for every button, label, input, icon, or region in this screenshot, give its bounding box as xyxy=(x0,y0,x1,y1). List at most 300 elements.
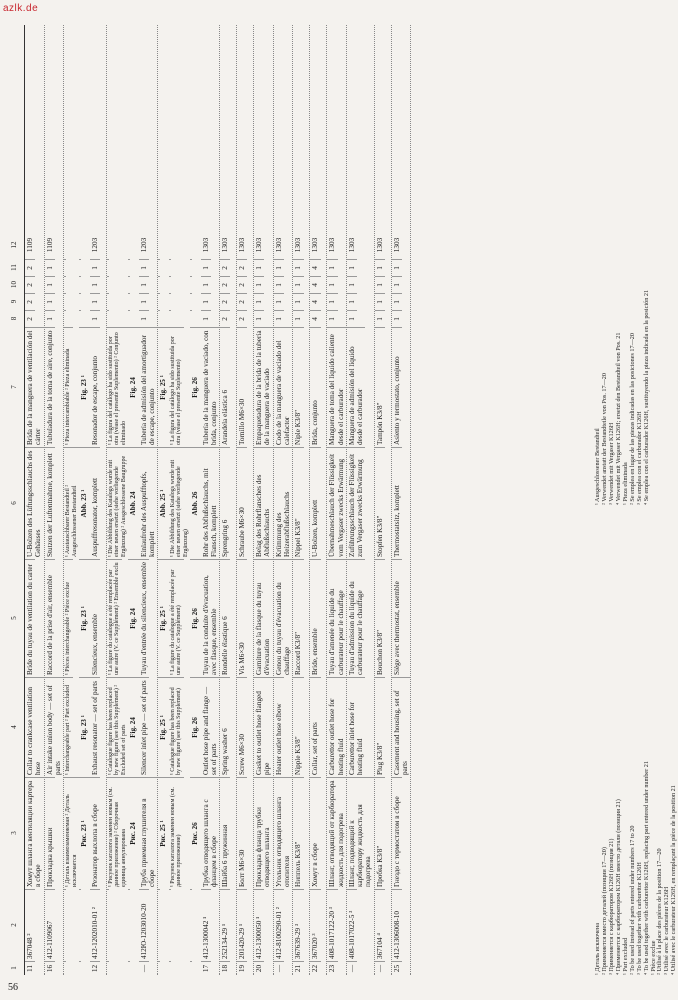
cell-part xyxy=(158,889,160,961)
cell-q10: 1 xyxy=(327,276,337,293)
cell-es: Fig. 24 xyxy=(128,327,138,447)
cell-en: ¹ Catalogue figure has been replaced by new figure (see this Supplement) ² Excluded set of parts xyxy=(107,677,129,777)
cell-es: Manguera de toma del líquido caliente desde el carburador xyxy=(327,327,346,447)
cell-fr: ¹ La figure du catalogue a été remplacée par une autre (V. ce Supplément) ² Ensemble exclu xyxy=(107,559,122,677)
cell-q9: 1 xyxy=(347,293,357,310)
cell-fr: Tuyau d'admission du liquide du carburateur pour le chauffage xyxy=(347,559,366,677)
table-row xyxy=(327,25,347,975)
cell-de: Abb. 24 xyxy=(128,447,138,559)
footnotes xyxy=(595,25,678,975)
cell-n: 20 xyxy=(254,961,264,975)
footnotes-left-column xyxy=(595,505,678,975)
cell-part: 412Ю-1203010-20 xyxy=(139,889,149,961)
cell-fr: Fig. 23 ¹ xyxy=(79,559,89,677)
footnote-line: ² Se emplea en lugar de las piezas indicadas en las posiciones 17—20 xyxy=(628,333,636,505)
table-row xyxy=(139,25,159,975)
cell-app: 1109 xyxy=(45,237,54,253)
cell-part xyxy=(79,889,81,961)
cell-q8: 2 xyxy=(25,310,35,327)
footnote-line: ⁴ Verwendet mit Vergaser K126H; ersetzt den Bestandteil von Pos. 21 xyxy=(614,332,622,505)
footnote-line: ⁴ Se emplea con el carburador K126H, sustituyendo la pieza indicada en la posición 21 xyxy=(642,289,650,505)
rotated-parts-table xyxy=(10,25,678,975)
column-header-row xyxy=(10,25,25,975)
cell-q8: 1 xyxy=(90,310,100,327)
cell-fr: Silencieux, ensemble xyxy=(90,559,100,677)
cell-q8: 2 xyxy=(237,310,247,327)
cell-q11: 1 xyxy=(327,259,337,276)
cell-n xyxy=(158,961,160,975)
table-body xyxy=(25,25,411,975)
cell-q10: 1 xyxy=(392,276,402,293)
cell-q11: 4 xyxy=(310,259,320,276)
table-row xyxy=(375,25,392,975)
cell-part: 412-1300050 ¹ xyxy=(254,889,264,961)
cell-q9 xyxy=(128,293,130,310)
cell-fr: Bride du tuyau de ventilation du carter xyxy=(25,559,35,677)
cell-n: — xyxy=(347,961,357,975)
cell-n xyxy=(79,961,81,975)
cell-es: Brida de la manguera de ventilación del cárter xyxy=(25,327,44,447)
cell-q9: 1 xyxy=(375,293,385,310)
cell-de: Abb. 25 ¹ xyxy=(158,447,168,559)
cell-q10 xyxy=(128,276,130,293)
col-header-1: 1 xyxy=(10,966,18,970)
cell-app xyxy=(107,231,109,259)
cell-app: 1303 xyxy=(201,237,210,253)
cell-q11: 1 xyxy=(201,259,211,276)
footnote-line: ⁴ Применяется с карбюратором К126Н вместо детали (позиция 21) xyxy=(614,799,622,975)
cell-en: Spring washer 6 xyxy=(220,677,230,777)
cell-q11 xyxy=(190,259,192,276)
col-header-12: 12 xyxy=(10,241,18,249)
cell-de: Belag des Rohrflansches des Abflußschlauchs xyxy=(254,447,273,559)
cell-en: Fig. 26 xyxy=(190,677,200,777)
cell-de: Zuführungsschlauch der Flüssigkeit zum Vergaser zwecks Erwärmung xyxy=(347,447,366,559)
cell-fr: Tuyau d'amenée du liquide du carburateur pour le chauffage xyxy=(327,559,346,677)
cell-de: U-Bolzen des Lüftungsschlauchs des Gehäuses xyxy=(25,447,44,559)
cell-n: — xyxy=(274,961,284,975)
cell-ru: ¹ Деталь взаимозаменяемая ² Деталь исключается xyxy=(64,777,79,889)
cell-es: ¹ Pieza intercambiable ² Pieza eliminada xyxy=(64,327,73,447)
cell-q11 xyxy=(107,259,109,276)
cell-ru: Болт М6×30 xyxy=(237,777,247,889)
cell-q9: 2 xyxy=(220,293,230,310)
cell-en: Silencer inlet pipe — set of parts xyxy=(139,677,149,777)
cell-q8: 1 xyxy=(45,310,55,327)
footnote-line: ³ Применяется с карбюратором К126Н (позиция 21) xyxy=(607,838,615,975)
cell-es: Arandela elástica 6 xyxy=(220,327,230,447)
figure-heading-row xyxy=(79,25,89,975)
cell-n: 16 xyxy=(45,961,55,975)
cell-de: ¹ Austauschbarer Bestandteil ² Ausgeschlossener Bestandteil xyxy=(64,447,79,559)
cell-app xyxy=(79,231,81,259)
cell-q8: 4 xyxy=(310,310,320,327)
table-row xyxy=(392,25,412,975)
col-header-7: 7 xyxy=(10,385,18,389)
cell-q11 xyxy=(169,259,171,276)
cell-q9: 1 xyxy=(139,293,149,310)
cell-app: 1203 xyxy=(90,237,99,253)
cell-ru: Резонатор выхлопа в сборе xyxy=(90,777,100,889)
figure-heading-row xyxy=(158,25,168,975)
cell-fr: Tuyau de la conduite d'évacuation, avec flasque, ensemble xyxy=(201,559,220,677)
cell-de: Nippel K3/8" xyxy=(293,447,303,559)
cell-n: — xyxy=(139,961,149,975)
cell-de: U-Bolzen, komplett xyxy=(310,447,320,559)
cell-q10 xyxy=(64,276,66,293)
cell-part: 201420-29 ¹ xyxy=(237,889,247,961)
cell-n xyxy=(190,961,192,975)
cell-q8 xyxy=(107,310,109,327)
cell-fr: Vis M6×30 xyxy=(237,559,247,677)
cell-q11 xyxy=(158,259,160,276)
cell-es: Tampón K3/8" xyxy=(375,327,385,447)
footnote-line: ¹ Part excluded xyxy=(621,937,629,975)
cell-q10: 2 xyxy=(220,276,230,293)
cell-fr: Raccord K3/8" xyxy=(293,559,303,677)
table-row xyxy=(201,25,221,975)
cell-q8: 1 xyxy=(254,310,264,327)
cell-q8: 1 xyxy=(392,310,402,327)
cell-q10: 2 xyxy=(237,276,247,293)
cell-app: 1303 xyxy=(274,237,283,253)
cell-part xyxy=(169,889,171,961)
cell-es: Tornillo M6×30 xyxy=(237,327,247,447)
cell-en: Outlet hose pipe and flange — set of parts xyxy=(201,677,220,777)
cell-es: Codo de la manguera de vaciado del calefactor xyxy=(274,327,293,447)
cell-part: 367639-29 ³ xyxy=(293,889,303,961)
cell-app: 1303 xyxy=(392,237,401,253)
cell-q8: 1 xyxy=(327,310,337,327)
cell-q11: 1 xyxy=(139,259,149,276)
cell-q8 xyxy=(79,310,81,327)
cell-q9: 1 xyxy=(293,293,303,310)
col-header-4: 4 xyxy=(10,725,18,729)
cell-ru: Рис. 23 ¹ xyxy=(79,777,89,889)
cell-q11 xyxy=(128,259,130,276)
cell-de: Abb. 23 ¹ xyxy=(79,447,89,559)
cell-q10: 1 xyxy=(274,276,284,293)
cell-q9: 1 xyxy=(201,293,211,310)
cell-fr: Tuyau d'entrée du silencieux, ensemble xyxy=(139,559,149,677)
cell-q9 xyxy=(107,293,109,310)
cell-q10: 1 xyxy=(347,276,357,293)
cell-app: 1303 xyxy=(255,237,264,253)
cell-part xyxy=(128,889,130,961)
cell-es: Tubuladura de la toma de aire, conjunto xyxy=(45,327,55,447)
cell-ru: Шайба 6 пружинная xyxy=(220,777,230,889)
cell-de: Thermostatsitz, komplett xyxy=(392,447,402,559)
cell-app xyxy=(158,231,160,259)
cell-app: 1303 xyxy=(221,237,230,253)
cell-app xyxy=(190,231,192,259)
col-header-5: 5 xyxy=(10,616,18,620)
cell-q11: 1 xyxy=(254,259,264,276)
footnote-line: ² Применяется вместо деталей (позиции 17—20) xyxy=(600,847,608,975)
cell-n xyxy=(107,961,109,975)
cell-q8 xyxy=(64,310,66,327)
cell-de: Stutzen der Luftentnahme, komplett xyxy=(45,447,55,559)
cell-q11: 2 xyxy=(237,259,247,276)
cell-fr: Fig. 24 xyxy=(128,559,138,677)
cell-es: Niple K3/8" xyxy=(293,327,303,447)
cell-de: Sprengring 6 xyxy=(220,447,230,559)
cell-en: Exhaust resonator — set of parts xyxy=(90,677,100,777)
cell-ru: Хомут в сборе xyxy=(310,777,320,889)
cell-de: Einlaufrohr des Auspufftopfs, komplett xyxy=(139,447,158,559)
cell-q11: 1 xyxy=(293,259,303,276)
footnote-line: ³ Verwendet mit Vergaser K126H xyxy=(607,422,615,505)
cell-q10: 1 xyxy=(254,276,264,293)
cell-fr: Genou du tuyau d'évacuation du chauffage xyxy=(274,559,293,677)
cell-ru: Шланг, подводящий к карбюратору жидкость для подогрева xyxy=(347,777,374,889)
cell-q9 xyxy=(169,293,171,310)
cell-q11: 1 xyxy=(347,259,357,276)
watermark-text: azlk.de xyxy=(3,3,39,14)
cell-q10 xyxy=(190,276,192,293)
cell-q9 xyxy=(64,293,66,310)
cell-q9: 1 xyxy=(327,293,337,310)
cell-n xyxy=(128,961,130,975)
cell-app: 1303 xyxy=(347,237,356,253)
cell-q11 xyxy=(79,259,81,276)
footnote-line: ³ Utilisé avec le carburateur K126H xyxy=(663,886,671,975)
cell-q8 xyxy=(128,310,130,327)
cell-es: Brida, conjunto xyxy=(310,327,320,447)
cell-q9: 4 xyxy=(310,293,320,310)
cell-fr: Fig. 25 ¹ xyxy=(158,559,168,677)
cell-n xyxy=(169,961,171,975)
cell-q8: 1 xyxy=(139,310,149,327)
cell-de: ¹ Die Abbildung des Katalogs wurde mit einer neuen ersetzt (siehe vorliegende Ergänzung) xyxy=(169,447,191,559)
cell-fr: Rondelle élastique 6 xyxy=(220,559,230,677)
cell-ru: Шланг, отводящий от карбюратора жидкость для подогрева xyxy=(327,777,346,889)
cell-q8 xyxy=(190,310,192,327)
cell-part: 412-1306008-10 xyxy=(392,889,402,961)
cell-app xyxy=(169,231,171,259)
cell-es: ¹ La figura del catálogo ha sido sustituida por otra (véase el presente Suplemento) xyxy=(169,327,184,447)
table-row xyxy=(274,25,294,975)
cell-de: Stopfen K3/8" xyxy=(375,447,385,559)
cell-es: Empaquetadura de la brida de la tubería de la manguera de vaciado xyxy=(254,327,273,447)
cell-ru: Рис. 24 xyxy=(128,777,138,889)
cell-de: ¹ Die Abbildung des Katalogs wurde mit einer neuen ersetzt (siehe vorliegende Ergänzung) ² Ausgeschlossene Baugruppe xyxy=(107,447,129,559)
cell-part: 367020 ³ xyxy=(310,889,320,961)
cell-part: 412-1300042 ¹ xyxy=(201,889,211,961)
cell-n: 11 xyxy=(25,961,35,975)
cell-de: Auspuffresonator, komplett xyxy=(90,447,100,559)
cell-fr: ¹ Pièces interchangeable ² Pièce exclue xyxy=(64,559,73,677)
cell-ru: Прокладка крышки xyxy=(45,777,55,889)
cell-n xyxy=(64,961,66,975)
cell-n: 18 xyxy=(220,961,230,975)
cell-n: 12 xyxy=(90,961,100,975)
cell-en: Gasket to outlet hose flanged pipe xyxy=(254,677,273,777)
cell-part: 408-1017122-20 ³ xyxy=(327,889,337,961)
cell-q9: 2 xyxy=(237,293,247,310)
table-row xyxy=(90,25,107,975)
col-header-2: 2 xyxy=(10,923,18,927)
cell-ru: ¹ Рисунок каталога заменен новым (см. данное приложение) xyxy=(169,777,184,889)
cell-part xyxy=(64,889,66,961)
cell-q10: 2 xyxy=(25,276,35,293)
footnotes-right-column xyxy=(595,35,678,505)
cell-q8: 1 xyxy=(375,310,385,327)
cell-app: 1303 xyxy=(311,237,320,253)
table-row xyxy=(254,25,274,975)
col-header-11: 11 xyxy=(10,264,18,271)
cell-ru: ¹ Рисунок каталога заменен новым (см. данное приложение) ² Сборочная единица аннулирована xyxy=(107,777,129,889)
cell-app xyxy=(64,231,66,259)
cell-ru: Трубка отводящего шланга с фланцем в сборе xyxy=(201,777,220,889)
table-row xyxy=(25,25,45,975)
table-row xyxy=(293,25,310,975)
footnote-line: ¹ Деталь исключена xyxy=(594,923,601,975)
cell-app: 1303 xyxy=(238,237,247,253)
cell-app xyxy=(128,231,130,259)
cell-ru: Угольник отводящего шланга отопителя xyxy=(274,777,293,889)
col-header-10: 10 xyxy=(10,281,18,288)
cell-ru: Рис. 26 xyxy=(190,777,200,889)
cell-app: 1303 xyxy=(375,237,384,253)
cell-es: Fig. 26 xyxy=(190,327,200,447)
cell-q11: 1 xyxy=(392,259,402,276)
cell-es: Tubería de la manguera de vaciado, con brida, conjunto xyxy=(201,327,220,447)
cell-de: Abb. 26 xyxy=(190,447,200,559)
cell-app: 1303 xyxy=(328,237,337,253)
cell-en: Plug K3/8" xyxy=(375,677,385,777)
cell-ru: Хомут шланга вентиляции картера в сборе xyxy=(25,777,44,889)
cell-n: 25 xyxy=(392,961,402,975)
cell-part: 367048 ² xyxy=(25,889,35,961)
cell-q11: 2 xyxy=(25,259,35,276)
cell-en: Screw M6×30 xyxy=(237,677,247,777)
cell-de: Übernahmeschlauch der Flüssigkeit vom Vergaser zwecks Erwärmung xyxy=(327,447,346,559)
cell-q9 xyxy=(79,293,81,310)
cell-q11: 1 xyxy=(90,259,100,276)
cell-de: Krümmung des Heizerabflußschlauchs xyxy=(274,447,293,559)
cell-part: 412-1109067 xyxy=(45,889,55,961)
table-row xyxy=(237,25,254,975)
cell-q9: 1 xyxy=(90,293,100,310)
cell-q11: 1 xyxy=(274,259,284,276)
table-row xyxy=(347,25,375,975)
cell-q9: 2 xyxy=(25,293,35,310)
cell-n: 23 xyxy=(327,961,337,975)
cell-q9: 1 xyxy=(254,293,264,310)
cell-es: Asiento y termostato, conjunto xyxy=(392,327,402,447)
cell-ru: Ниппель К3/8" xyxy=(293,777,303,889)
page-number: 56 xyxy=(8,982,18,993)
cell-q8 xyxy=(169,310,171,327)
footnote-line: ¹ Pièce exclue xyxy=(649,940,657,975)
cell-n: — xyxy=(375,961,385,975)
cell-q10 xyxy=(79,276,81,293)
cell-q8: 2 xyxy=(220,310,230,327)
cell-n: 21 xyxy=(293,961,303,975)
cell-q10: 1 xyxy=(139,276,149,293)
cell-q10: 1 xyxy=(375,276,385,293)
cell-app: 1203 xyxy=(139,237,148,253)
cell-q9: 1 xyxy=(45,293,55,310)
footnote-line: ² Utilisé à la place des pièces de la position 17—20 xyxy=(656,848,664,975)
footnote-line: ¹ Pieza eliminada xyxy=(621,462,629,505)
cell-q8: 1 xyxy=(293,310,303,327)
cell-fr: ¹ La figure du catalogue a été remplacée par une autre (V. ce Supplément) xyxy=(169,559,184,677)
cell-en: Fig. 25 ¹ xyxy=(158,677,168,777)
cell-es: Fig. 25 ¹ xyxy=(158,327,168,447)
col-header-3: 3 xyxy=(10,831,18,835)
cell-q9: 1 xyxy=(274,293,284,310)
cell-q9 xyxy=(190,293,192,310)
cell-es: Resonador de escape, conjunto xyxy=(90,327,100,447)
cell-n: 19 xyxy=(237,961,247,975)
cell-de: Schraube M6×30 xyxy=(237,447,247,559)
cell-en: Casement and housing, set of parts xyxy=(392,677,411,777)
cell-n: 22 xyxy=(310,961,320,975)
cell-en: ¹ Interchangeable part ² Part excluded xyxy=(64,677,73,777)
cell-es: Manguera de admisión del líquido desde el carburador xyxy=(347,327,366,447)
cell-de: Rohr des Abflußschlauchs, mit Flansch, komplett xyxy=(201,447,220,559)
table-row xyxy=(45,25,65,975)
note-row xyxy=(169,25,191,975)
footnote-line: ⁴ Utilisé avec le carburateur K126H, en remplaçant la pièce de la position 21 xyxy=(670,785,678,975)
cell-part: 252134-29 ¹ xyxy=(220,889,230,961)
cell-q11: 1 xyxy=(375,259,385,276)
footnote-line: ² To be used instead of parts entered under numbers 17 to 20 xyxy=(628,825,636,975)
cell-q10 xyxy=(107,276,109,293)
figure-heading-row xyxy=(190,25,200,975)
footnote-line: ² Verwendet anstatt der Bestandteile von Pos. 17—20 xyxy=(600,373,608,505)
cell-en: Carburettor outlet hose for heating fluid xyxy=(327,677,346,777)
table-row xyxy=(220,25,237,975)
cell-ru: Гнездо с термостатом в сборе xyxy=(392,777,402,889)
cell-q9 xyxy=(158,293,160,310)
table-row xyxy=(310,25,327,975)
cell-app: 1109 xyxy=(26,237,34,253)
cell-q10: 1 xyxy=(293,276,303,293)
cell-en: Fig. 23 ¹ xyxy=(79,677,89,777)
cell-q10: 1 xyxy=(45,276,55,293)
cell-ru: Прокладка фланца трубки отводящего шланга xyxy=(254,777,273,889)
cell-en: Carburettor inlet hose for heating fluid xyxy=(347,677,366,777)
cell-en: Collar to crankcase ventilation hose xyxy=(25,677,44,777)
cell-fr: Fig. 26 xyxy=(190,559,200,677)
cell-en: Air intake union body — set of parts xyxy=(45,677,64,777)
cell-fr: Siège avec thermostat, ensemble xyxy=(392,559,402,677)
footnote-line: ⁴ To be used together with carburettor K126H, replacing part entered under number 21 xyxy=(642,761,650,975)
cell-q8: 1 xyxy=(274,310,284,327)
cell-q10: 4 xyxy=(310,276,320,293)
cell-en: Nipple K3/8" xyxy=(293,677,303,777)
cell-es: Tubería de admisión del amortiguador de escape, conjunto xyxy=(139,327,158,447)
col-header-8: 8 xyxy=(10,316,18,321)
cell-fr: Bouchon K3/8" xyxy=(375,559,385,677)
cell-app: 1303 xyxy=(294,237,303,253)
cell-q8: 1 xyxy=(201,310,211,327)
cell-q11: 1 xyxy=(45,259,55,276)
cell-part: 408-1017022-5 ³ xyxy=(347,889,357,961)
cell-es: Fig. 23 ¹ xyxy=(79,327,89,447)
cell-ru: Рис. 25 ¹ xyxy=(158,777,168,889)
footnote-line: ³ To be used together with carburettor K126H xyxy=(635,862,643,975)
cell-part: 367104 ⁴ xyxy=(375,889,385,961)
cell-part xyxy=(107,889,109,961)
cell-q8 xyxy=(158,310,160,327)
cell-q8: 1 xyxy=(347,310,357,327)
figure-heading-row xyxy=(128,25,138,975)
cell-fr: Raccord de la prise d'air, ensemble xyxy=(45,559,55,677)
